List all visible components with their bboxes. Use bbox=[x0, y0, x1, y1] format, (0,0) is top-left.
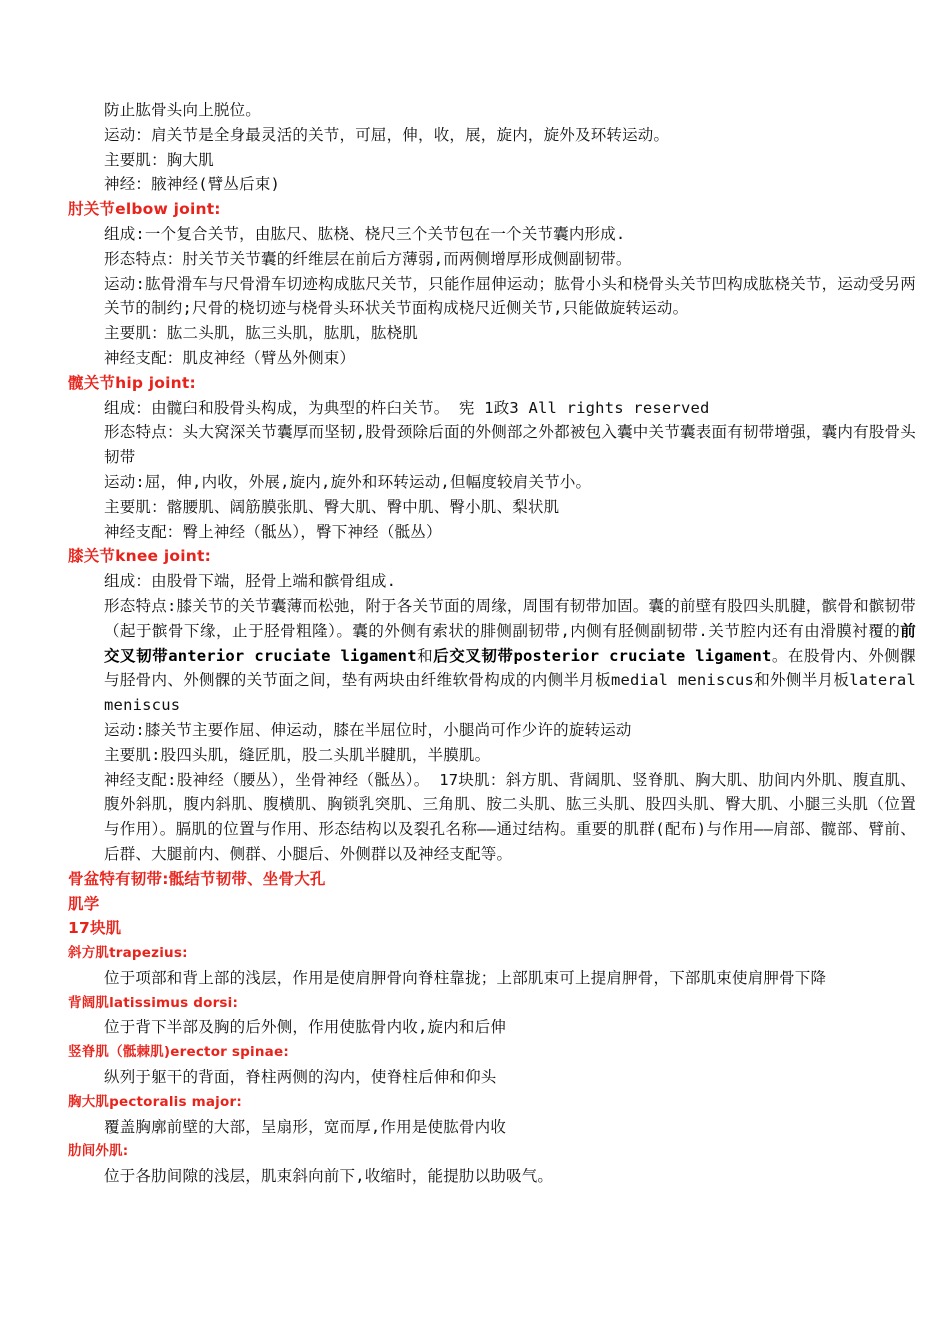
elbow-motion: 运动:肱骨滑车与尺骨滑车切迹构成肱尺关节，只能作屈伸运动；肱骨小头和桡骨头关节凹构成肱桡关节，运动受另两关节的制约;尺骨的桡切迹与桡骨头环状关节面构成桡尺近侧关节,只能做旋转运动。 bbox=[104, 274, 916, 318]
trapezius-text: 位于项部和背上部的浅层，作用是使肩胛骨向脊柱靠拢；上部肌束可上提肩胛骨，下部肌束使肩胛骨下降 bbox=[104, 968, 827, 987]
hip-composition: 组成：由髋臼和股骨头构成，为典型的杵臼关节。 宪 1政3 All rights reserved bbox=[104, 398, 710, 417]
intercostal-heading: 肋间外肌: bbox=[68, 1143, 129, 1160]
elbow-composition: 组成:一个复合关节，由肱尺、肱桡、桡尺三个关节包在一个关节囊内形成. bbox=[104, 224, 626, 243]
document-page bbox=[0, 98, 950, 1189]
muscle-count-heading: 17块肌 bbox=[68, 919, 122, 938]
shoulder-motion: 运动：肩关节是全身最灵活的关节，可屈，伸，收，展，旋内，旋外及环转运动。 bbox=[104, 125, 670, 144]
pelvis-heading: 骨盆特有韧带:骶结节韧带、坐骨大孔 bbox=[68, 869, 326, 888]
pectoralis-heading: 胸大肌pectoralis major: bbox=[68, 1093, 242, 1110]
shoulder-line-1: 防止肱骨头向上脱位。 bbox=[104, 101, 262, 119]
knee-features-b: 。在股骨内、外侧髁与胫骨内、外侧髁的关节面之间，垫有两块由纤维软骨构成的内侧半月板medial meniscus和外侧半月板lateral meniscus bbox=[104, 646, 916, 715]
pcl-term: 后交叉韧带posterior cruciate ligament bbox=[433, 646, 772, 665]
intercostal-text: 位于各肋间隙的浅层，肌束斜向前下,收缩时，能提肋以助吸气。 bbox=[104, 1167, 554, 1186]
elbow-muscles: 主要肌：肱二头肌，肱三头肌，肱肌，肱桡肌 bbox=[104, 324, 419, 343]
knee-nerve: 神经支配:股神经（腰丛），坐骨神经（骶丛）。 17块肌：斜方肌、背阔肌、竖脊肌、胸大肌、肋间内外肌、腹直肌、腹外斜肌，腹内斜肌、腹横肌、胸锁乳突肌、三角肌、胺二头肌、肱三头肌、股四头肌、臀大肌、小腿三头肌（位置与作用）。膈肌的位置与作用、形态结构以及裂孔名称——通过结构。重要的肌群(配布)与作用——肩部、髋部、臂前、后群、大腿前内、侧群、小腿后、外侧群以及神经支配等。 bbox=[104, 770, 916, 863]
knee-features-a: 形态特点:膝关节的关节囊薄而松弛，附于各关节面的周缘，周围有韧带加固。囊的前壁有股四头肌腱，髌骨和髌韧带（起于髌骨下缘，止于胫骨粗隆）。囊的外侧有索状的腓侧副韧带,内侧有胫侧副韧带.关节腔内还有由滑膜衬覆的 bbox=[104, 596, 916, 640]
elbow-heading: 肘关节elbow joint: bbox=[68, 200, 221, 219]
erector-heading: 竖脊肌（骶棘肌)erector spinae: bbox=[68, 1044, 289, 1061]
hip-nerve: 神经支配：臀上神经（骶丛），臀下神经（骶丛） bbox=[104, 522, 442, 541]
knee-composition: 组成：由股骨下端，胫骨上端和髌骨组成. bbox=[104, 572, 397, 591]
knee-features bbox=[0, 594, 916, 718]
knee-heading: 膝关节knee joint: bbox=[68, 547, 211, 566]
hip-motion: 运动:屈，伸,内收，外展,旋内,旋外和环转运动,但幅度较肩关节小。 bbox=[104, 472, 592, 491]
myology-heading: 肌学 bbox=[68, 894, 100, 913]
elbow-nerve: 神经支配：肌皮神经（臂丛外侧束） bbox=[104, 348, 356, 367]
hip-features: 形态特点：头大窝深关节囊厚而坚韧,股骨颈除后面的外侧部之外都被包入囊中关节囊表面有韧带增强，囊内有股骨头韧带 bbox=[104, 423, 916, 467]
latissimus-text: 位于背下半部及胸的后外侧，作用使肱骨内收,旋内和后伸 bbox=[104, 1018, 507, 1037]
shoulder-nerve: 神经：腋神经(臂丛后束) bbox=[104, 175, 281, 194]
hip-heading: 髋关节hip joint: bbox=[68, 373, 196, 392]
elbow-features: 形态特点：肘关节关节囊的纤维层在前后方薄弱,而两侧增厚形成侧副韧带。 bbox=[104, 249, 632, 268]
knee-and: 和 bbox=[416, 646, 434, 665]
acl-term: 前交叉韧带anterior cruciate ligament bbox=[104, 621, 916, 665]
erector-text: 纵列于躯干的背面，脊柱两侧的沟内，使脊柱后伸和仰头 bbox=[104, 1068, 497, 1087]
latissimus-heading: 背阔肌latissimus dorsi: bbox=[68, 994, 239, 1011]
trapezius-heading: 斜方肌trapezius: bbox=[68, 945, 188, 962]
shoulder-muscles: 主要肌：胸大肌 bbox=[104, 150, 214, 169]
hip-muscles: 主要肌：髂腰肌、阔筋膜张肌、臀大肌、臀中肌、臀小肌、梨状肌 bbox=[104, 497, 560, 516]
knee-motion: 运动:膝关节主要作屈、伸运动，膝在半屈位时，小腿尚可作少许的旋转运动 bbox=[104, 720, 632, 739]
pectoralis-text: 覆盖胸廓前壁的大部，呈扇形，宽而厚,作用是使肱骨内收 bbox=[104, 1117, 507, 1136]
knee-muscles: 主要肌:股四头肌，缝匠肌，股二头肌半腱肌，半膜肌。 bbox=[104, 745, 491, 764]
